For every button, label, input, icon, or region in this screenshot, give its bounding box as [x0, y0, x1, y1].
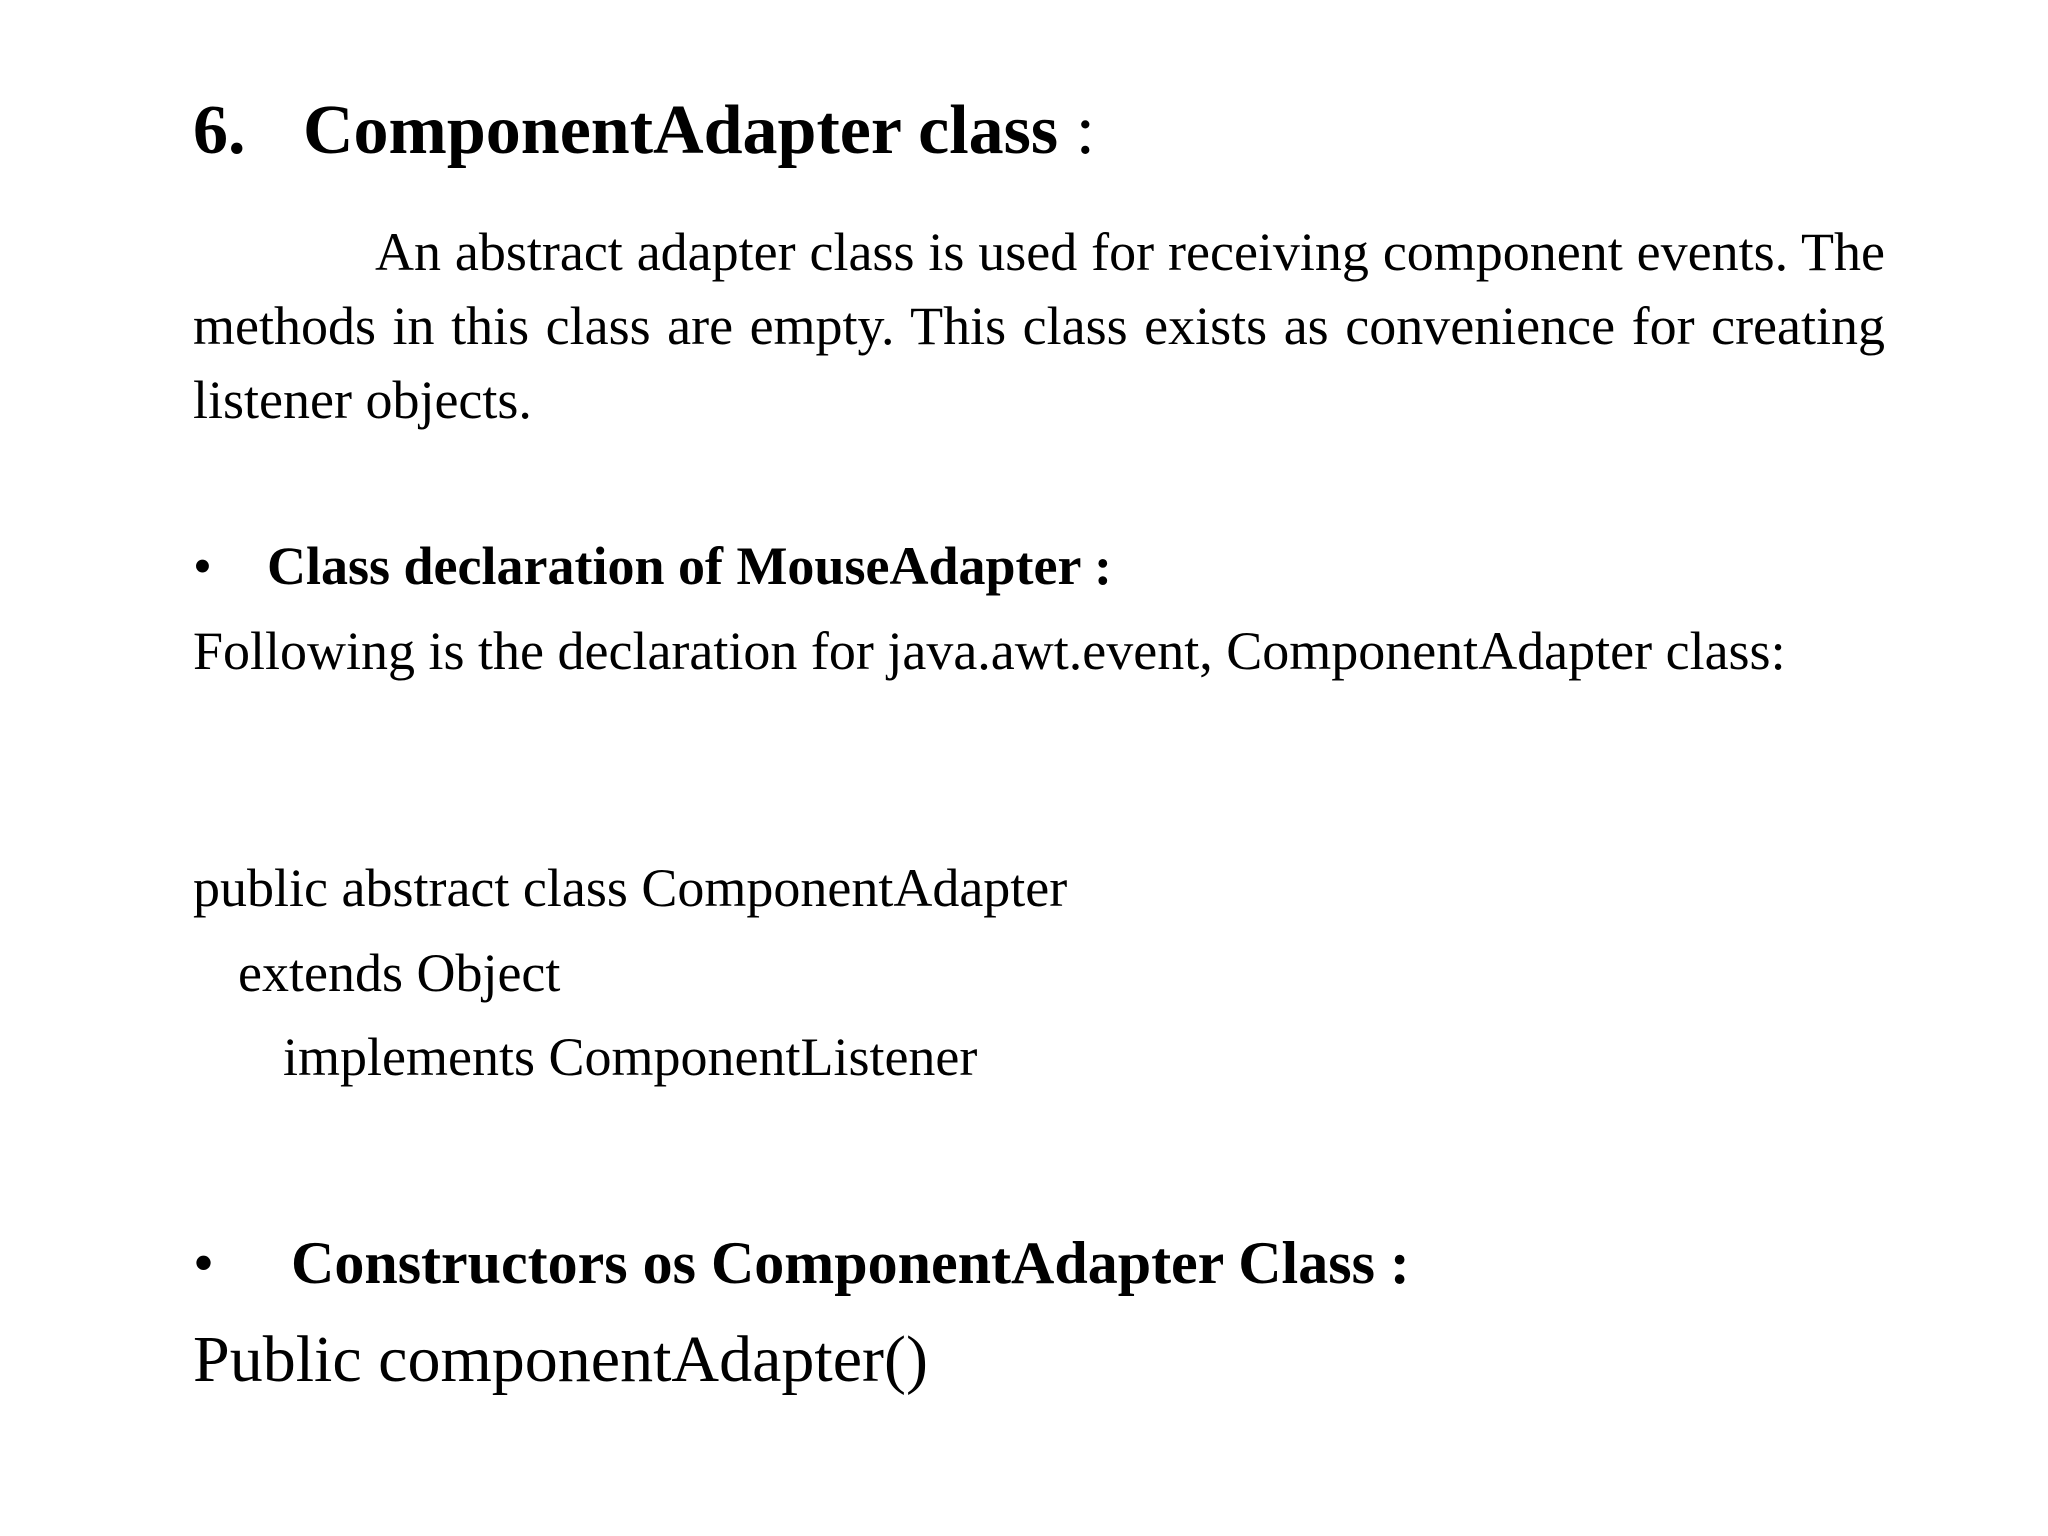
- section-number: 6.: [193, 92, 246, 169]
- code-line-implements: implements ComponentListener: [283, 1027, 978, 1087]
- code-line-class: public abstract class ComponentAdapter: [193, 858, 1068, 918]
- title-colon: :: [1058, 92, 1096, 169]
- page-title: [193, 88, 1095, 174]
- section-title: ComponentAdapter class: [303, 92, 1059, 169]
- code-line-extends: extends Object: [238, 943, 561, 1003]
- declaration-heading-text: Class declaration of MouseAdapter :: [267, 536, 1112, 596]
- constructor-signature: Public componentAdapter(): [193, 1323, 928, 1396]
- intro-paragraph: An abstract adapter class is used for receiving component events. The methods in this class are empty. This class exists as convenience for creating listener objects.: [193, 222, 1885, 430]
- constructors-heading: [193, 1224, 1410, 1302]
- declaration-paragraph: Following is the declaration for java.awt.event, ComponentAdapter class:: [193, 621, 1786, 681]
- bullet-icon: •: [193, 1230, 215, 1296]
- bullet-icon: •: [193, 536, 212, 596]
- constructors-heading-text: Constructors os ComponentAdapter Class :: [291, 1230, 1410, 1296]
- declaration-heading: [193, 530, 1112, 602]
